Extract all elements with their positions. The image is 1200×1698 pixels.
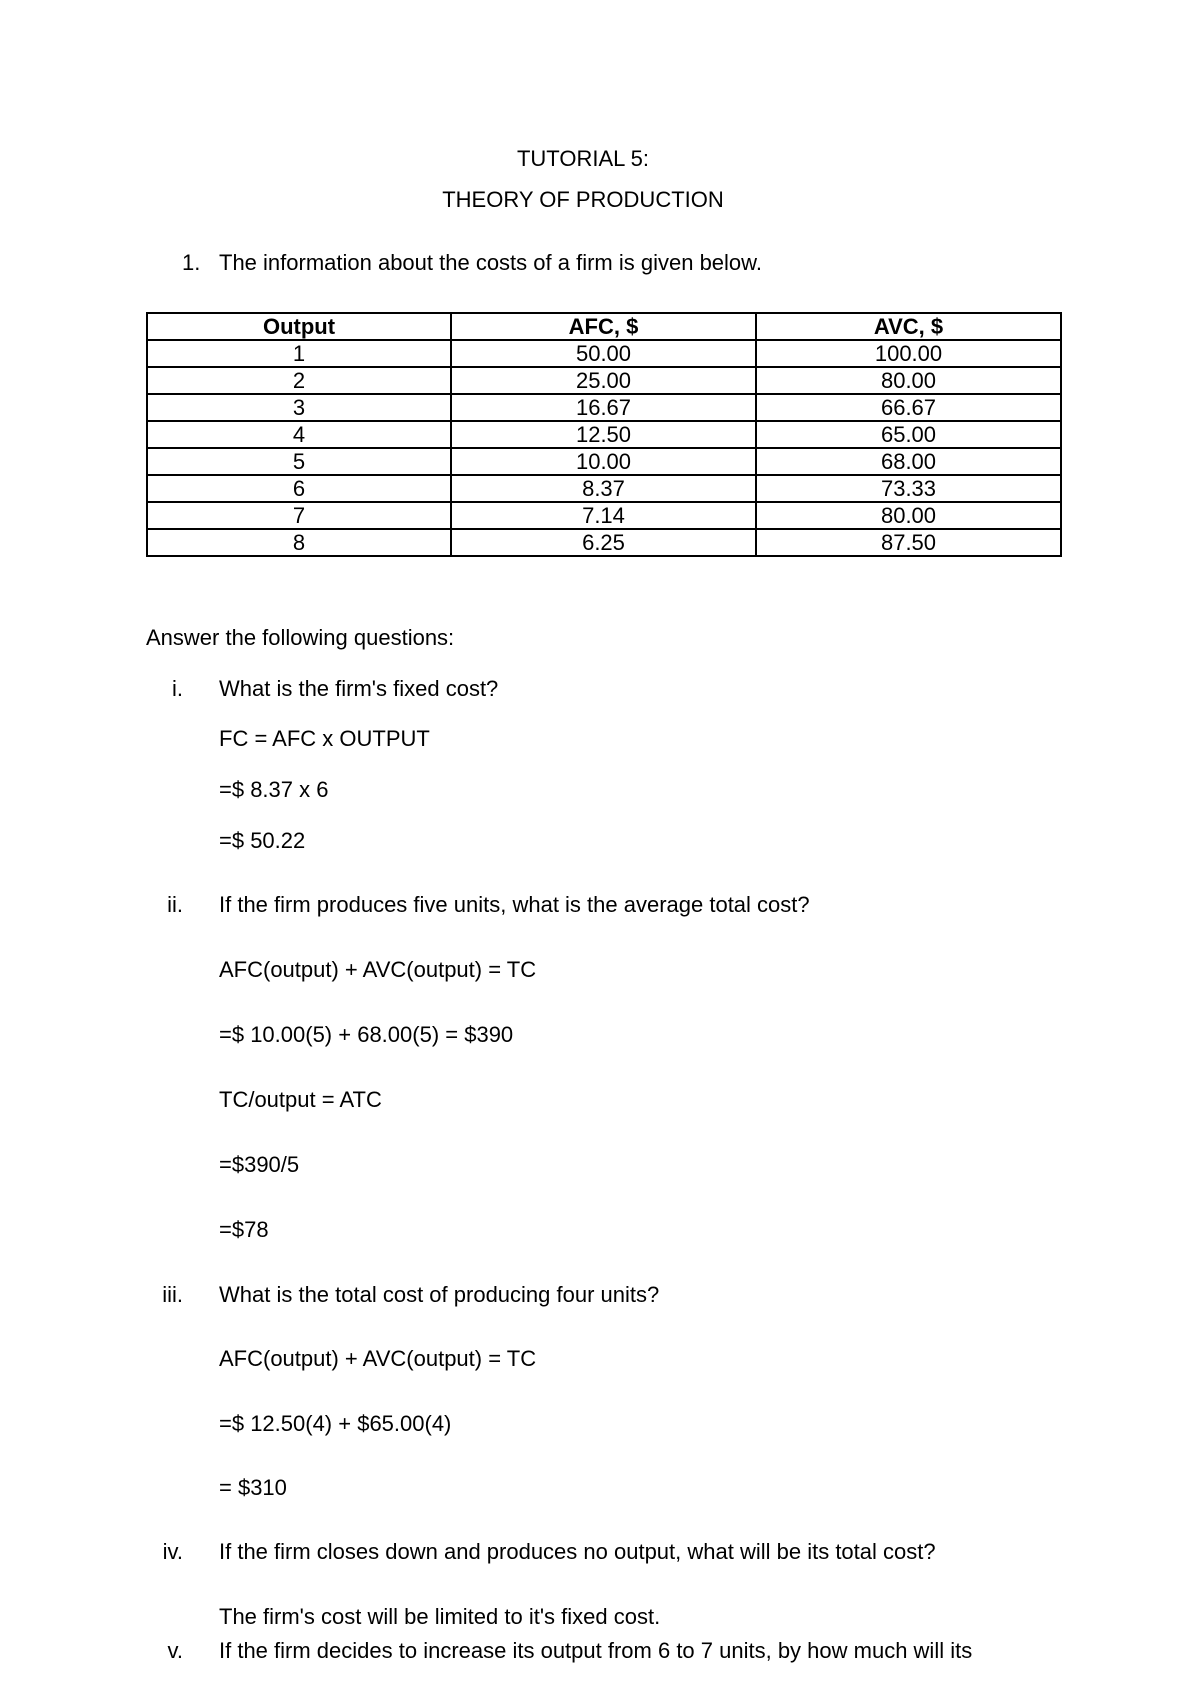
header-afc: AFC, $ xyxy=(451,313,756,340)
answer-line: FC = AFC x OUTPUT xyxy=(219,726,430,751)
cell-output: 7 xyxy=(147,502,451,529)
sub-question-label-iv: iv. xyxy=(162,1539,183,1564)
cell-avc: 80.00 xyxy=(756,502,1061,529)
sub-question-label-i: i. xyxy=(172,676,183,701)
answer-line: AFC(output) + AVC(output) = TC xyxy=(219,1346,537,1371)
cell-output: 8 xyxy=(147,529,451,556)
cell-avc: 66.67 xyxy=(756,394,1061,421)
cell-afc: 8.37 xyxy=(451,475,756,502)
cell-output: 2 xyxy=(147,367,451,394)
document-subtitle: THEORY OF PRODUCTION xyxy=(442,187,724,212)
document-title: TUTORIAL 5: xyxy=(516,146,650,171)
sub-question-v: If the firm decides to increase its output from 6 to 7 units, by how much will its xyxy=(219,1638,973,1663)
cell-output: 6 xyxy=(147,475,451,502)
cell-afc: 25.00 xyxy=(451,367,756,394)
cell-afc: 6.25 xyxy=(451,529,756,556)
sub-question-label-v: v. xyxy=(167,1638,183,1663)
answer-line: =$78 xyxy=(219,1217,269,1242)
sub-question-ii: If the firm produces five units, what is the average total cost? xyxy=(219,892,810,917)
header-avc: AVC, $ xyxy=(756,313,1061,340)
table-row xyxy=(147,475,1061,502)
cell-avc: 80.00 xyxy=(756,367,1061,394)
answer-line: =$ 12.50(4) + $65.00(4) xyxy=(219,1411,452,1436)
cell-afc: 7.14 xyxy=(451,502,756,529)
question-1-number: 1. xyxy=(182,250,201,275)
cell-avc: 100.00 xyxy=(756,340,1061,367)
answer-line: =$ 10.00(5) + 68.00(5) = $390 xyxy=(219,1022,514,1047)
cell-avc: 73.33 xyxy=(756,475,1061,502)
table-row xyxy=(147,394,1061,421)
header-output: Output xyxy=(147,313,451,340)
table-row xyxy=(147,529,1061,556)
cell-avc: 87.50 xyxy=(756,529,1061,556)
sub-question-i: What is the firm's fixed cost? xyxy=(219,676,499,701)
table-row xyxy=(147,340,1061,367)
cell-output: 3 xyxy=(147,394,451,421)
sub-question-iii: What is the total cost of producing four units? xyxy=(219,1282,660,1307)
cell-afc: 10.00 xyxy=(451,448,756,475)
cell-avc: 68.00 xyxy=(756,448,1061,475)
answer-line: AFC(output) + AVC(output) = TC xyxy=(219,957,537,982)
cell-output: 5 xyxy=(147,448,451,475)
cell-afc: 50.00 xyxy=(451,340,756,367)
sub-question-label-iii: iii. xyxy=(162,1282,183,1307)
table-row xyxy=(147,421,1061,448)
answer-intro: Answer the following questions: xyxy=(146,625,455,650)
answer-line: =$ 8.37 x 6 xyxy=(219,777,329,802)
answer-line: TC/output = ATC xyxy=(219,1087,382,1112)
table-row xyxy=(147,448,1061,475)
answer-line: = $310 xyxy=(219,1475,287,1500)
cell-afc: 16.67 xyxy=(451,394,756,421)
question-1-text: The information about the costs of a firm is given below. xyxy=(219,250,762,275)
table-row xyxy=(147,502,1061,529)
answer-line: =$390/5 xyxy=(219,1152,300,1177)
table-row xyxy=(147,367,1061,394)
answer-line: =$ 50.22 xyxy=(219,828,306,853)
sub-question-iv: If the firm closes down and produces no output, what will be its total cost? xyxy=(219,1539,936,1564)
cell-output: 1 xyxy=(147,340,451,367)
answer-line: The firm's cost will be limited to it's fixed cost. xyxy=(219,1604,661,1629)
sub-question-label-ii: ii. xyxy=(167,892,183,917)
cell-afc: 12.50 xyxy=(451,421,756,448)
table-header-row xyxy=(147,313,1061,340)
cost-table xyxy=(146,312,1062,557)
cell-avc: 65.00 xyxy=(756,421,1061,448)
cell-output: 4 xyxy=(147,421,451,448)
